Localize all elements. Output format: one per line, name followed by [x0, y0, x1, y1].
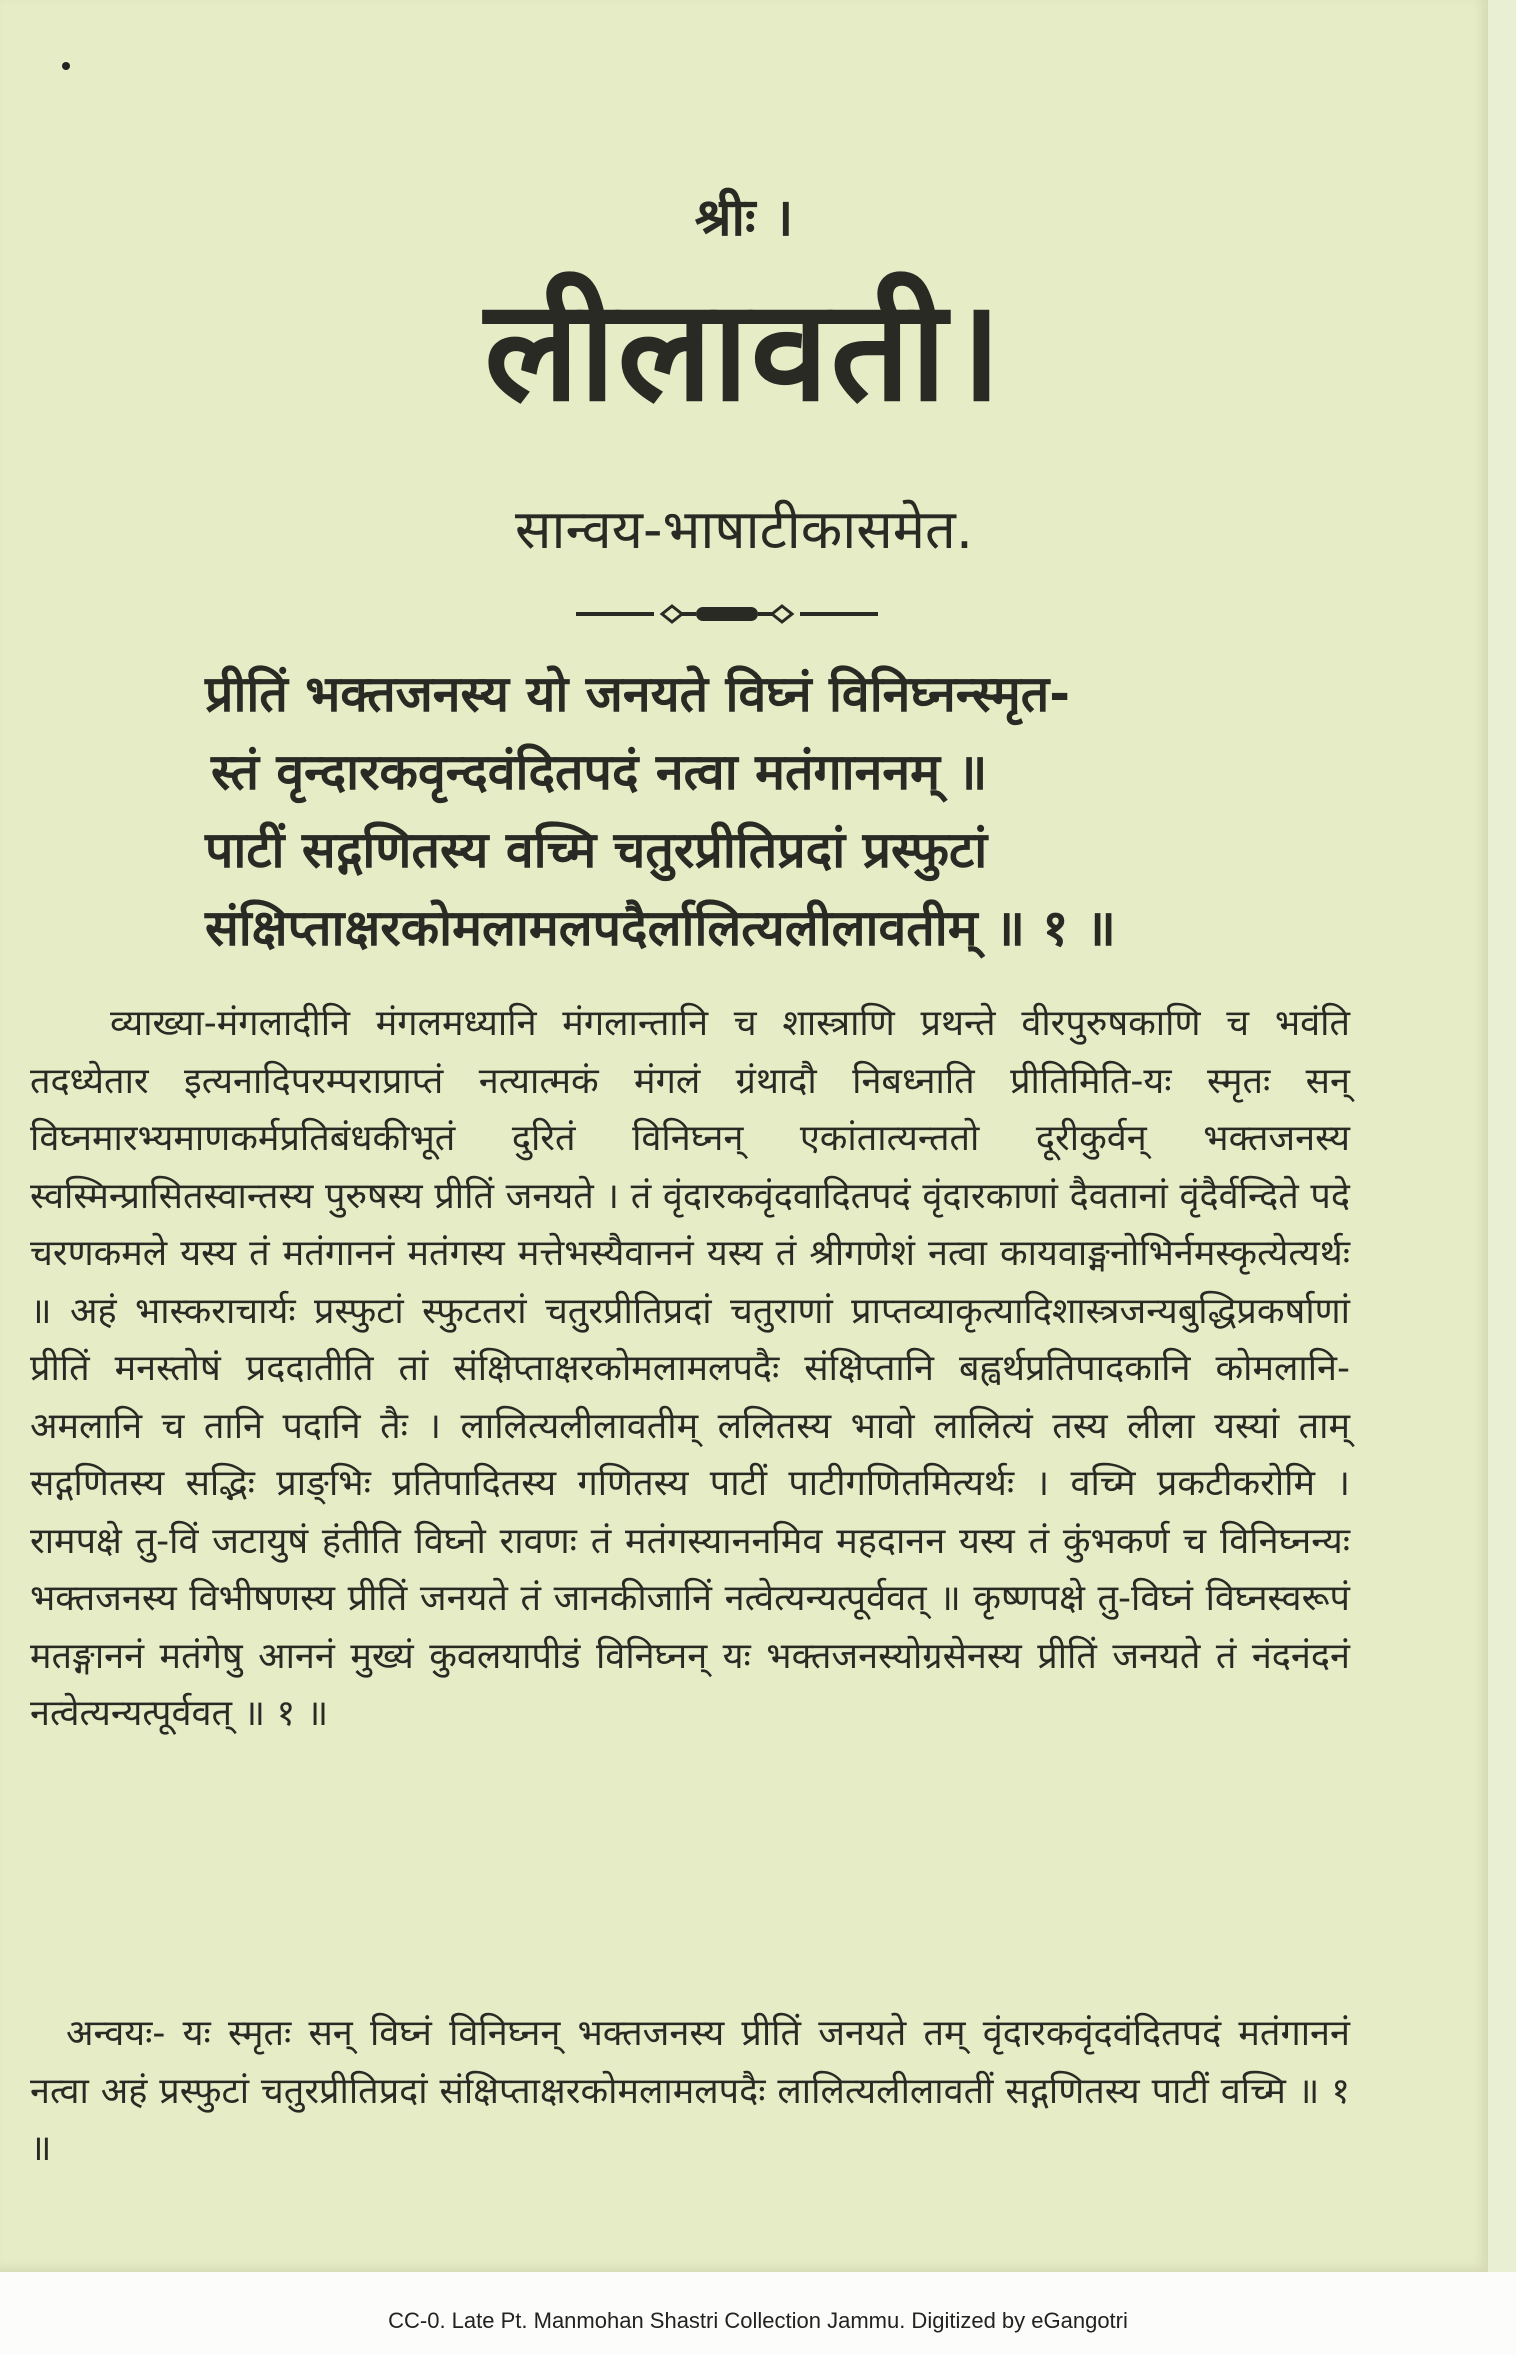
page-edge — [1488, 0, 1516, 2272]
digitization-credit: CC-0. Late Pt. Manmohan Shastri Collection Jammu. Digitized by eGangotri — [388, 2308, 1128, 2333]
subtitle: सान्वय-भाषाटीकासमेत. — [514, 498, 973, 561]
commentary-paragraph: व्याख्या-मंगलादीनि मंगलमध्यानि मंगलान्तानि च शास्त्राणि प्रथन्ते वीरपुरुषकाणि च भवंति तदध्येतार इत्यनादिपरम्पराप्राप्तं नत्यात्मकं मंगलं ग्रंथादौ निबध्नाति प्रीतिमिति-यः स्मृतः सन् विघ्नमारभ्यमाणकर्मप्रतिबंधकीभूतं दुरितं विनिघ्नन् एकांतात्यन्ततो दूरीकुर्वन् भक्तजनस्य स्वस्मिन्प्रासितस्वान्तस्य पुरुषस्य प्रीतिं जनयते । तं वृंदारकवृंदवादितपदं वृंदारकाणां दैवतानां वृंदैर्वन्दिते पदे चरणकमले यस्य तं मतंगाननं मतंगस्य मत्तेभस्यैवाननं यस्य तं श्रीगणेशं नत्वा कायवाङ्मनोभिर्नमस्कृत्येत्यर्थः ॥ अहं भास्कराचार्यः प्रस्फुटां स्फुटतरां चतुरप्रीतिप्रदां चतुराणां प्राप्तव्याकृत्यादिशास्त्रजन्यबुद्धिप्रकर्षाणां प्रीतिं मनस्तोषं प्रददातीति तां संक्षिप्ताक्षरकोमलामलपदैः संक्षिप्तानि बह्वर्थप्रतिपादकानि कोमलानि-अमलानि च तानि पदानि तैः । लालित्यलीलावतीम् ललितस्य भावो लालित्यं तस्य लीला यस्यां ताम् सद्गणितस्य सद्भिः प्राङ्भिः प्रतिपादितस्य गणितस्य पाटीं पाटीगणितमित्यर्थः । वच्मि प्रकटीकरोमि । रामपक्षे तु-विं जटायुषं हंतीति विघ्नो रावणः तं मतंगस्याननमिव महदानन यस्य तं कुंभकर्ण च विनिघ्नन्यः भक्तजनस्य विभीषणस्य प्रीतिं जनयते तं जानकीजानिं नत्वेत्यन्यत्पूर्ववत् ॥ कृष्णपक्षे तु-विघ्नं विघ्नस्वरूपं मतङ्गाननं मतंगेषु आननं मुख्यं कुवलयापीडं विनिघ्नन् यः भक्तजनस्योग्रसेनस्य प्रीतिं जनयते तं नंदनंदनं नत्वेत्यन्यत्पूर्ववत् ॥ १ ॥ — [30, 1003, 1350, 1734]
verse-block — [205, 655, 1335, 967]
verse-line: संक्षिप्ताक्षरकोमलामलपदैर्लालित्यलीलावतीम् ॥ १ ॥ — [205, 899, 1116, 957]
invocation: श्रीः । — [694, 188, 794, 248]
verse-line: स्तं वृन्दारकवृन्दवंदितपदं नत्वा मतंगाननम् ॥ — [211, 743, 988, 801]
anvaya-paragraph: अन्वयः- यः स्मृतः सन् विघ्नं विनिघ्नन् भक्तजनस्य प्रीतिं जनयते तम् वृंदारकवृंदवंदितपदं मतंगाननं नत्वा अहं प्रस्फुटां चतुरप्रीतिप्रदां संक्षिप्ताक्षरकोमलामलपदैः लालित्यलीलावतीं सद्गणितस्य पाटीं वच्मि ॥ १ ॥ — [30, 2013, 1350, 2169]
verse-line: पाटीं सद्गणितस्य वच्मि चतुरप्रीतिप्रदां प्रस्फुटां — [205, 821, 988, 879]
verse-line: प्रीतिं भक्तजनस्य यो जनयते विघ्नं विनिघ्नन्स्मृत- — [205, 665, 1071, 723]
ink-speck — [62, 62, 70, 70]
ornament-divider — [574, 600, 880, 628]
book-title: लीलावती। — [484, 270, 1004, 433]
